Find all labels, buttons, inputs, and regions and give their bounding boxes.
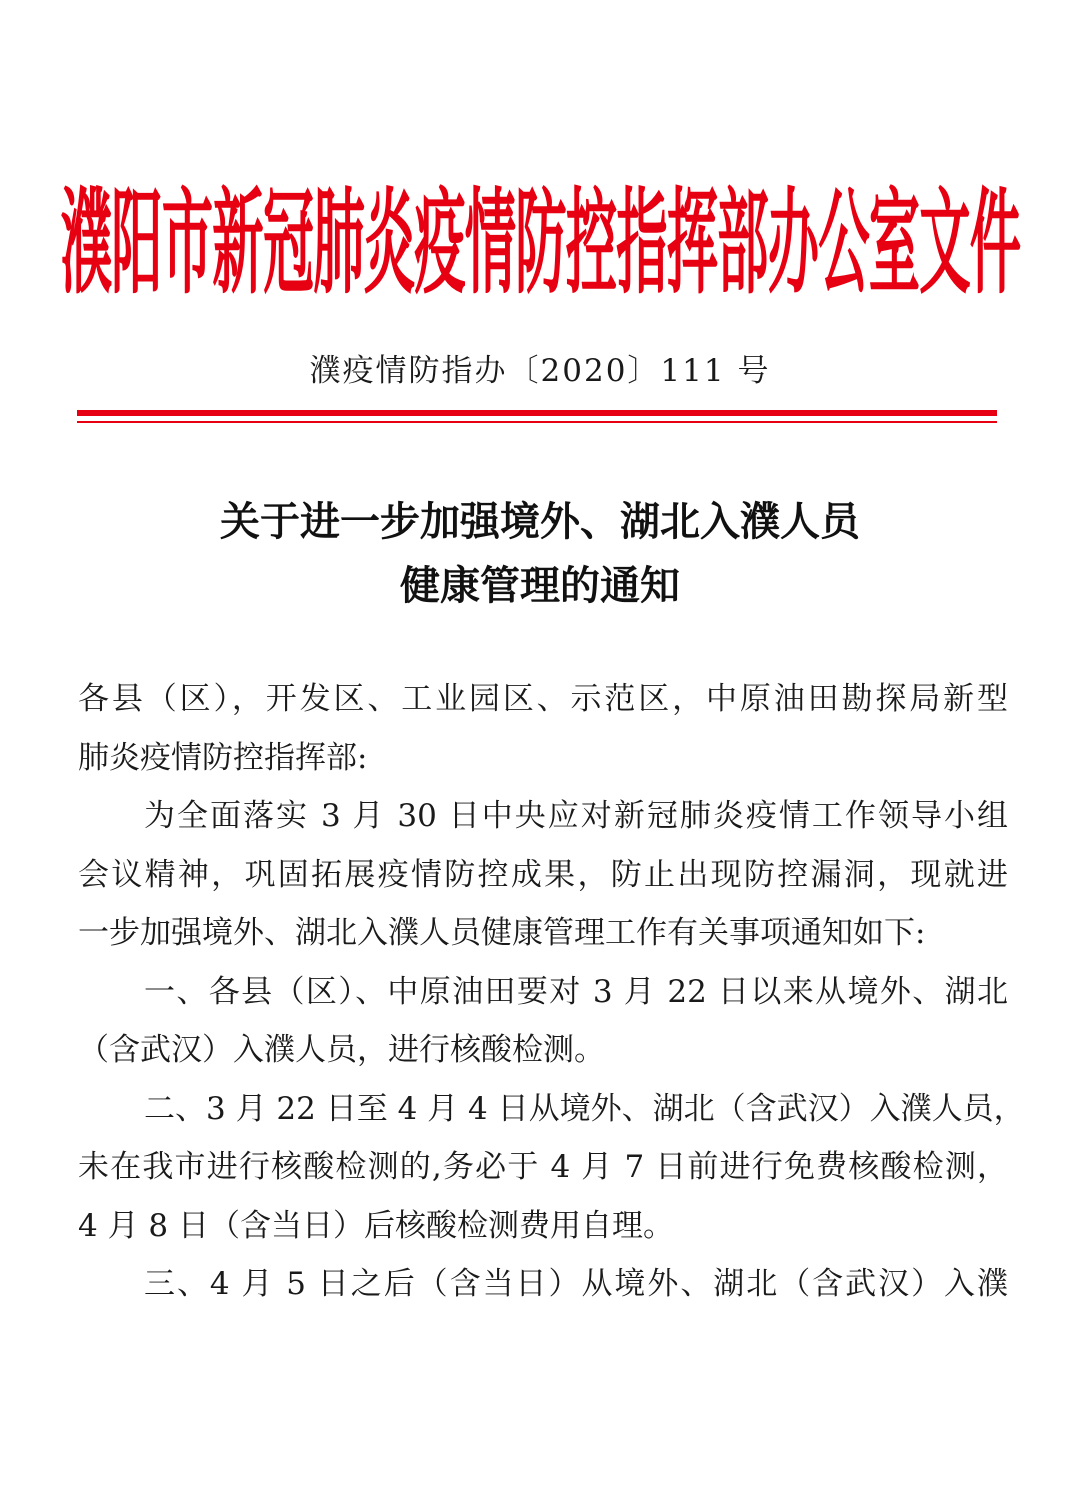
notice-body (78, 670, 1025, 1314)
red-divider-thick (77, 410, 997, 416)
body-line-item-2a: 二、3 月 22 日至 4 月 4 日从境外、湖北（含武汉）入濮人员， (144, 1090, 1025, 1127)
red-divider-thin (77, 421, 997, 423)
body-line-salutation-1: 各县（区），开发区、工业园区、示范区，中原油田勘探局新型 (78, 681, 1008, 717)
notice-title-line-1: 关于进一步加强境外、湖北入濮人员 (220, 498, 860, 545)
body-line-intro-2: 会议精神，巩固拓展疫情防控成果，防止出现防控漏洞，现就进 (78, 856, 1008, 893)
body-line-item-2b: 未在我市进行核酸检测的,务必于 4 月 7 日前进行免费核酸检测， (78, 1149, 1008, 1185)
body-line-salutation-2: 肺炎疫情防控指挥部: (78, 739, 368, 776)
body-line-intro-1: 为全面落实 3 月 30 日中央应对新冠肺炎疫情工作领导小组 (144, 798, 1008, 834)
document-number: 濮疫情防指办〔2020〕111 号 (309, 353, 771, 389)
body-line-item-1b: （含武汉）入濮人员，进行核酸检测。 (78, 1032, 605, 1068)
masthead (60, 165, 1020, 311)
notice-title (0, 490, 1080, 618)
body-line-item-1a: 一、各县（区）、中原油田要对 3 月 22 日以来从境外、湖北 (144, 973, 1008, 1010)
body-line-item-2c: 4 月 8 日（含当日）后核酸检测费用自理。 (78, 1207, 675, 1244)
body-line-intro-3: 一步加强境外、湖北入濮人员健康管理工作有关事项通知如下: (78, 915, 926, 951)
notice-title-line-2: 健康管理的通知 (400, 562, 680, 609)
body-line-item-3a: 三、4 月 5 日之后（含当日）从境外、湖北（含武汉）入濮 (144, 1266, 1008, 1302)
masthead-title: 濮阳市新冠肺炎疫情防控指挥部办公室文件 (60, 178, 1020, 311)
